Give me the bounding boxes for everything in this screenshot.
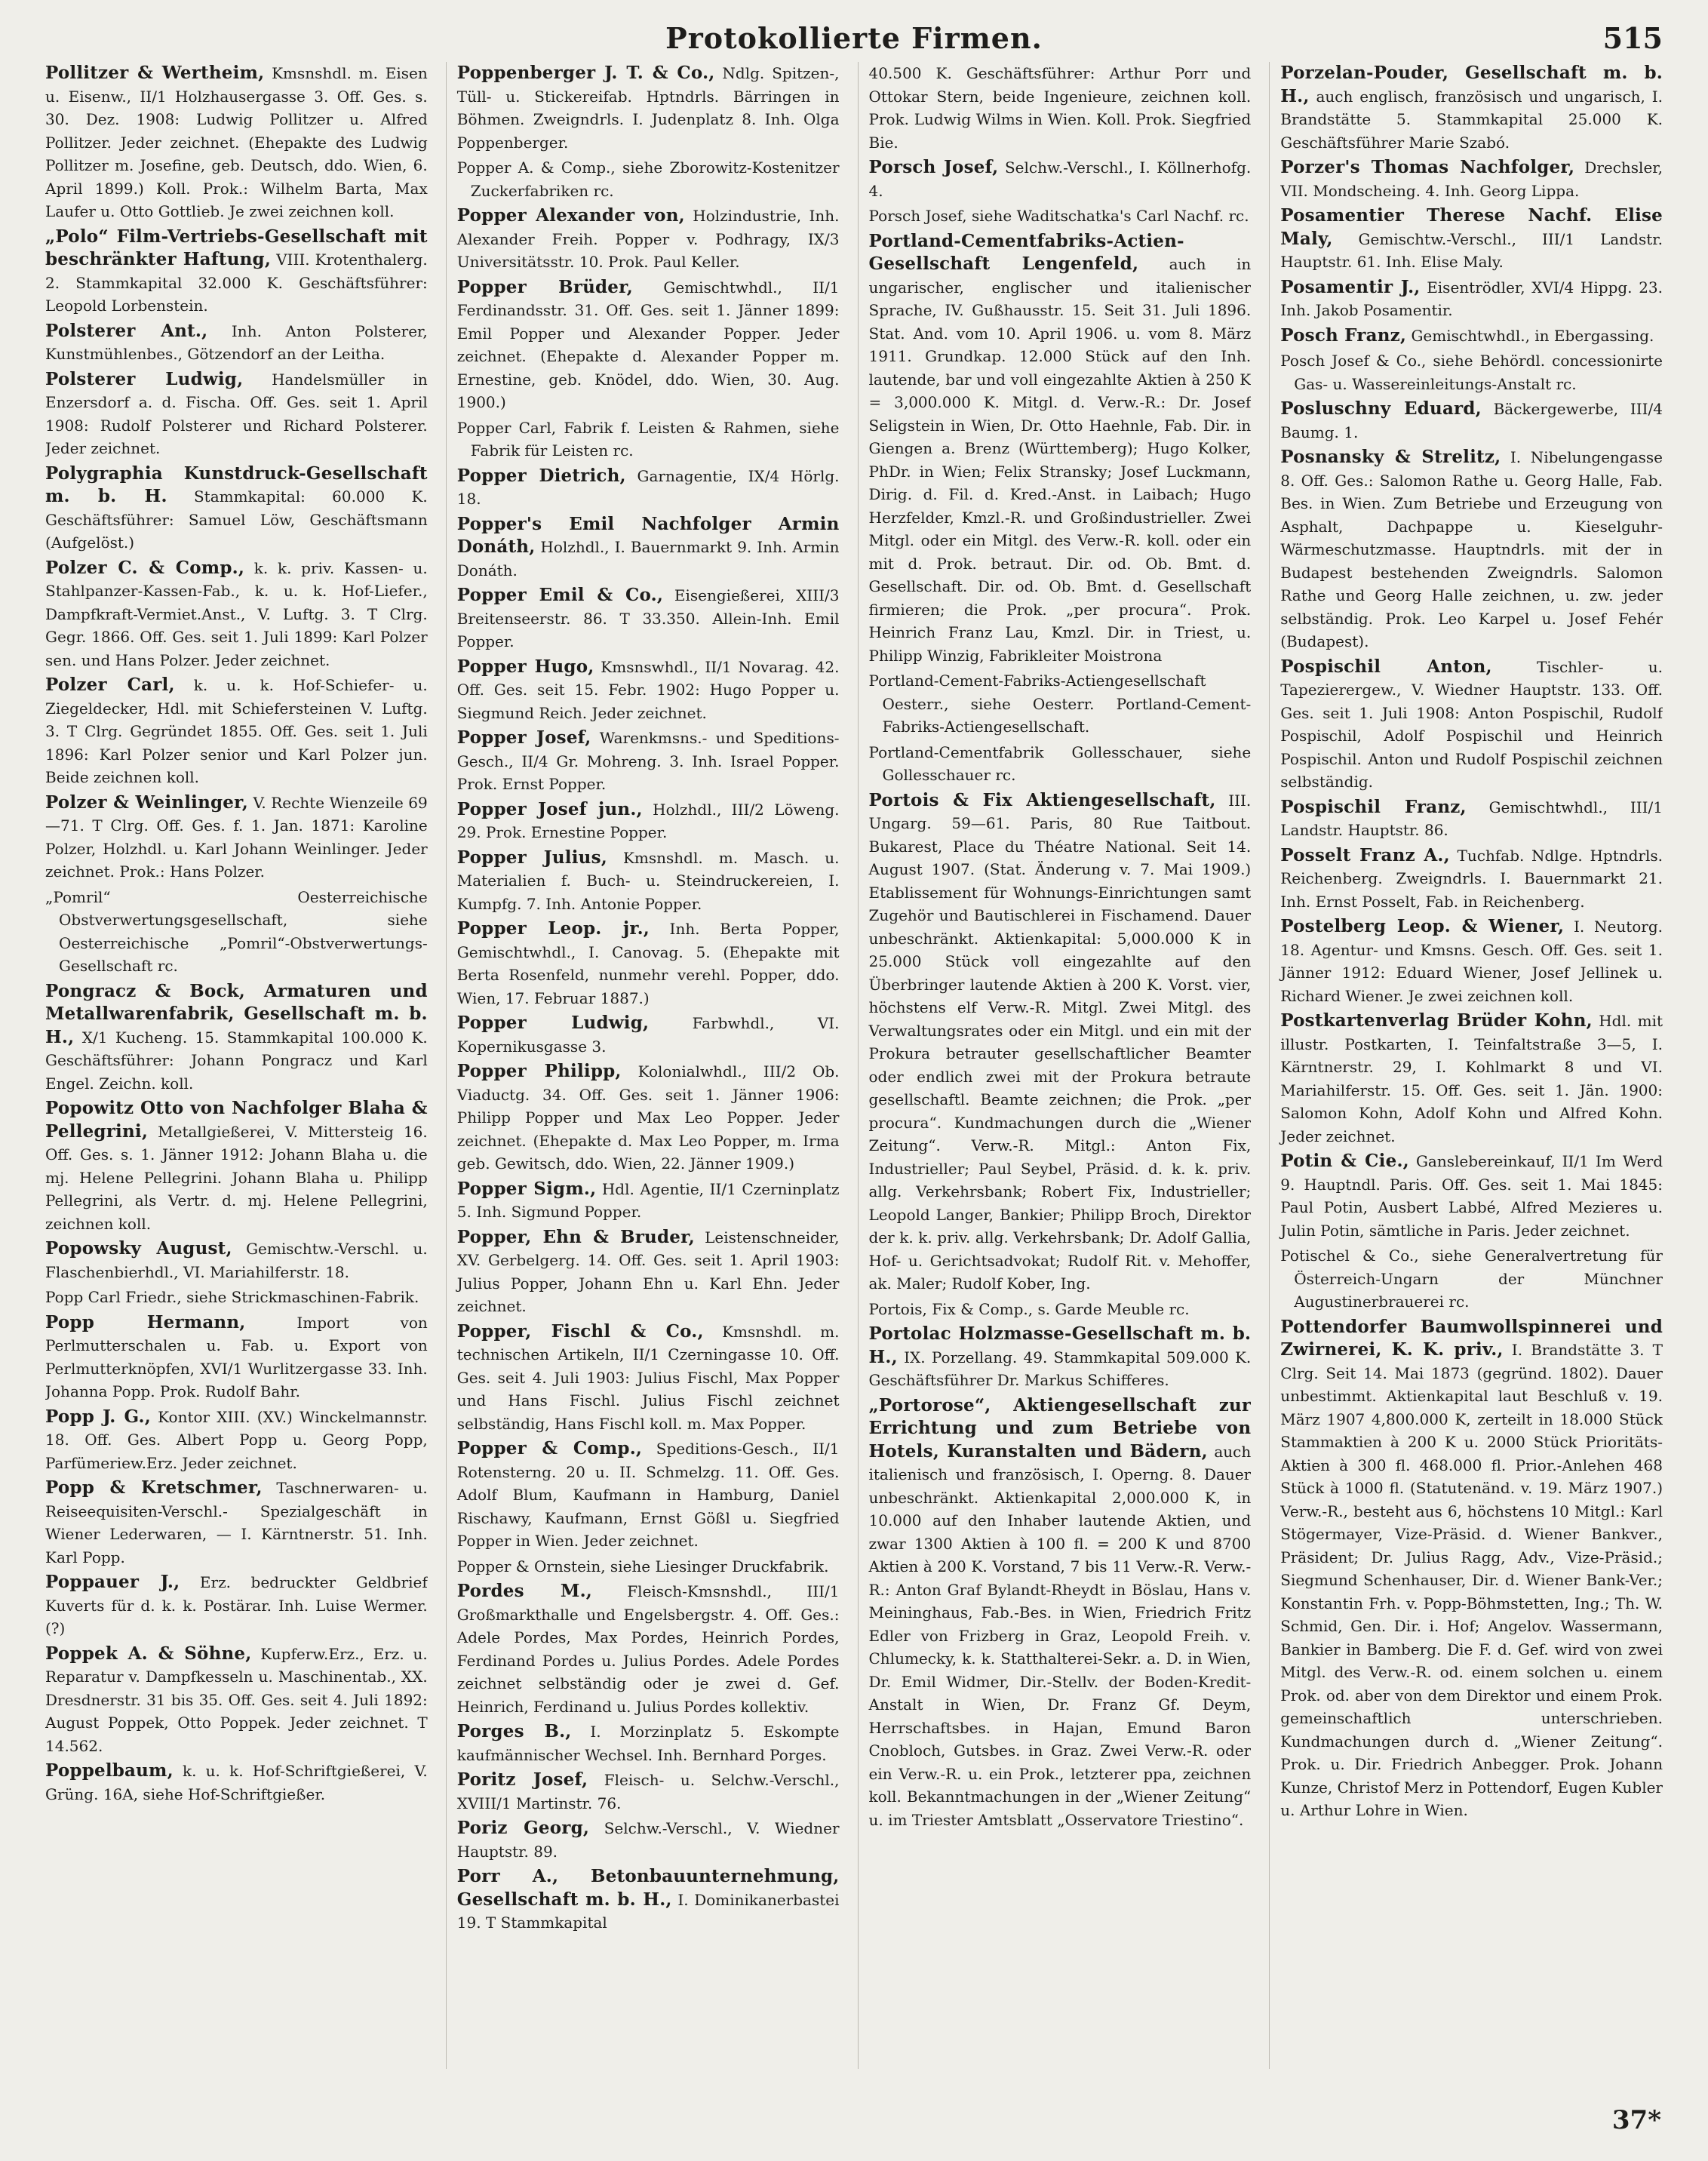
entry-text: Posch Josef & Co., siehe Behördl. concessionirte Gas- u. Wassereinleitungs-Anstalt rc. <box>1280 352 1663 393</box>
cross-reference-entry <box>45 886 428 978</box>
firm-entry <box>457 1178 840 1224</box>
entry-text: k. u. k. Hof-Schiefer- u. Ziegeldecker, Hdl. mit Schiefersteinen V. Luftg. 3. T Clrg. Gegründet 1855. Off. Ges. seit 1. Juli 1896: Karl Polzer senior und Karl Polzer jun. Beide zeichnen koll. <box>45 676 428 786</box>
entry-text: Ndlg. Spitzen-, Tüll- u. Stickereifab. Hptndrls. Bärringen in Böhmen. Zweigndrls. I. Judenplatz 8. Inh. Olga Poppenberger. <box>456 64 840 152</box>
entry-text: Holzindustrie, Inh. Alexander Freih. Popper v. Podhragy, IX/3 Universitätsstr. 10. Prok. Paul Keller. <box>456 207 840 271</box>
entry-text: Fleisch- u. Selchw.-Verschl., XVIII/1 Martinstr. 76. <box>456 1771 840 1812</box>
firm-name: Polsterer Ant., <box>45 320 208 341</box>
entry-text: Portland-Cementfabrik Gollesschauer, siehe Gollesschauer rc. <box>868 742 1252 784</box>
firm-name: Posselt Franz A., <box>1280 844 1450 865</box>
firm-name: Porsch Josef, <box>868 157 999 177</box>
firm-entry <box>45 1237 428 1283</box>
firm-entry <box>45 557 428 672</box>
firm-name: Popp & Kretschmer, <box>45 1477 263 1498</box>
entry-text: Popp Carl Friedr., siehe Strickmaschinen-Fabrik. <box>45 1288 419 1306</box>
running-title: Protokollierte Firmen. <box>665 21 1043 55</box>
entry-text: Warenkmsns.- und Speditions-Gesch., II/4 Gr. Mohreng. 3. Inh. Israel Popper. Prok. Ernst Popper. <box>456 729 840 793</box>
firm-name: Popper & Comp., <box>456 1438 643 1459</box>
firm-entry <box>457 62 840 154</box>
firm-entry <box>457 1580 840 1718</box>
cross-reference-entry <box>869 1298 1252 1321</box>
entry-text: „Pomril“ Oesterreichische Obstverwertungsgesellschaft, siehe Oesterreichische „Pomril“-Obstverwertungs-Gesellschaft rc. <box>45 887 428 975</box>
firm-name: Porzelan-Pouder, Gesellschaft m. b. H., <box>1280 63 1663 106</box>
entry-text: auch englisch, französisch und ungarisch, I. Brandstätte 5. Stammkapital 25.000 K. Geschäftsführer Marie Szabó. <box>1280 87 1663 152</box>
entry-text: Taschnerwaren- u. Reiseequisiten-Verschl.- Spezialgeschäft in Wiener Lederwaren, — I. Kärntnerstr. 51. Inh. Karl Popp. <box>45 1479 428 1566</box>
entry-text: k. u. k. Hof-Schriftgießerei, V. Grüng. 16A, siehe Hof-Schriftgießer. <box>45 1762 428 1803</box>
column-1 <box>45 62 428 2069</box>
cross-reference-entry <box>869 204 1252 228</box>
entry-text: Fleisch-Kmsnshdl., III/1 Großmarkthalle und Engelsbergstr. 4. Off. Ges.: Adele Pordes, Max Pordes, Heinrich Pordes, Ferdinand Pordes u. Julius Pordes. Adele Pordes zeichnet selbständig oder je zwei d. Gef. Heinrich, Ferdinand u. Julius Pordes kollektiv. <box>456 1582 840 1716</box>
firm-entry <box>1280 276 1663 322</box>
firm-name: Pottendorfer Baumwollspinnerei und Zwirnerei, K. K. priv., <box>1280 1316 1663 1360</box>
firm-name: Polzer C. & Comp., <box>45 557 245 578</box>
entry-text: Holzhdl., III/2 Löweng. 29. Prok. Ernestine Popper. <box>456 800 840 841</box>
firm-entry <box>457 727 840 796</box>
firm-entry <box>457 1320 840 1436</box>
cross-reference-entry <box>1280 1244 1663 1314</box>
firm-entry <box>457 465 840 511</box>
entry-text: Gemischtw.-Verschl., III/1 Landstr. Hauptstr. 61. Inh. Elise Maly. <box>1280 229 1663 271</box>
entry-text: Import von Perlmutterschalen u. Fab. u. Export von Perlmutterknöpfen, XVI/1 Wurlitzergasse 33. Inh. Johanna Popp. Prok. Rudolf Bahr. <box>45 1313 428 1400</box>
entry-text: Handelsmüller in Enzersdorf a. d. Fischa. Off. Ges. seit 1. April 1908: Rudolf Polsterer und Richard Polsterer. Jeder zeichnet. <box>45 370 428 457</box>
cross-reference-entry <box>457 156 840 202</box>
firm-entry <box>45 1406 428 1475</box>
firm-entry <box>45 226 428 318</box>
firm-name: Porges B., <box>456 1721 572 1741</box>
firm-name: Pospischil Anton, <box>1280 656 1492 677</box>
firm-name: Popper Philipp, <box>456 1061 622 1081</box>
firm-entry <box>457 513 840 583</box>
firm-name: Portland-Cementfabriks-Actien-Gesellschaft Lengenfeld, <box>868 230 1184 274</box>
text-columns <box>45 62 1663 2069</box>
firm-entry <box>869 156 1252 202</box>
entry-text: IX. Porzellang. 49. Stammkapital 509.000 K. Geschäftsführer Dr. Markus Schifferes. <box>868 1348 1252 1389</box>
entry-text: Hdl. Agentie, II/1 Czerninplatz 5. Inh. Sigmund Popper. <box>456 1179 840 1221</box>
entry-text: Tuchfab. Ndlge. Hptndrls. Reichenberg. Zweigndrls. I. Bauernmarkt 21. Inh. Ernst Posselt, Fab. in Reichenberg. <box>1280 846 1663 911</box>
firm-entry <box>1280 1010 1663 1148</box>
firm-name: Popper, Fischl & Co., <box>456 1320 704 1342</box>
entry-text: Gemischtw.-Verschl. u. Flaschenbierhdl., VI. Mariahilferstr. 18. <box>45 1240 428 1281</box>
firm-name: Popper Josef, <box>456 727 591 748</box>
cross-reference-entry <box>869 669 1252 739</box>
firm-entry <box>45 463 428 555</box>
firm-entry <box>45 674 428 789</box>
firm-entry <box>1280 62 1663 154</box>
firm-entry <box>45 368 428 460</box>
entry-text: Gemischtwhdl., II/1 Ferdinandsstr. 31. Off. Ges. seit 1. Jänner 1899: Emil Popper und Alexander Popper. Jeder zeichnet. (Ehepakte d. Alexander Popper m. Ernestine, geb. Knödel, ddo. Wien, 30. Aug. 1900.) <box>456 278 840 411</box>
firm-name: Pongracz & Bock, Armaturen und Metallwarenfabrik, Gesellschaft m. b. H., <box>45 980 428 1047</box>
entry-text: Stammkapital: 60.000 K. Geschäftsführer: Samuel Löw, Geschäftsmann (Aufgelöst.) <box>45 487 428 552</box>
firm-name: Poppelbaum, <box>45 1760 174 1781</box>
entry-text: Popper A. & Comp., siehe Zborowitz-Kostenitzer Zuckerfabriken rc. <box>456 158 840 200</box>
entry-text: auch italienisch und französisch, I. Operng. 8. Dauer unbeschränkt. Aktienkapital 2,000.000 K, in 10.000 auf den Inhaber lautende Aktien, und zwar 1300 Aktien à 100 fl. = 200 K und 8700 Aktien à 200 K. Vorstand, 7 bis 11 Verw.-R. Verw.-R.: Anton Graf Bylandt-Rheydt in Böslau, Hans v. Meininghaus, Fab.-Bes. in Wien, Friedrich Fritz Edler von Frizberg in Graz, Leopold Freih. v. Chlumecky, k. k. Statthalterei-Sekr. a. D. in Wien, Dr. Emil Widmer, Dir.-Stellv. der Boden-Kredit-Anstalt in Wien, Dr. Franz Gf. Deym, Herrschaftsbes. in Hajan, Emund Baron Cnobloch, Gutsbes. in Graz. Zwei Verw.-R. oder ein Verw.-R. u. ein Prok., letzterer ppa, zeichnen koll. Bekanntmachungen in der „Wiener Zeitung“ u. im Triester Amtsblatt „Osservatore Triestino“. <box>868 1442 1252 1829</box>
entry-text: auch in ungarischer, englischer und italienischer Sprache, IV. Gußhausstr. 15. Seit 31. Juli 1896. Stat. And. vom 10. April 1906. u. vom 8. März 1911. Grundkap. 12.000 Stück auf den Inh. lautende, bar und voll eingezahlte Aktien à 250 K = 3,000.000 K. Mitgl. d. Verw.-R.: Dr. Josef Seligstein in Wien, Dr. Otto Haehnle, Fab. Dir. in Giengen a. Brenz (Württemberg); Hugo Kolker, PhDr. in Wien; Felix Stransky; Josef Luckmann, Dirig. d. Fil. d. Kred.-Anst. in Laibach; Hugo Herzfelder, Kmzl.-R. und Großindustrieller. Zwei Mitgl. oder ein Mitgl. des Verw.-R. koll. oder ein mit d. Prok. betraut. Dir. od. Ob. Bmt. d. Gesellschaft. Dir. od. Ob. Bmt. d. Gesellschaft firmieren; die Prok. „per procura“. Prok. Heinrich Franz Lau, Kmzl. Dir. in Triest, u. Philipp Winzig, Fabrikleiter Moistrona <box>868 255 1252 665</box>
entry-text: I. Neutorg. 18. Agentur- und Kmsns. Gesch. Off. Ges. seit 1. Jänner 1912: Eduard Wiener, Josef Jellinek u. Richard Wiener. Je zwei zeichnen koll. <box>1280 918 1663 1005</box>
firm-name: Poriz Georg, <box>456 1818 590 1838</box>
entry-text: Garnagentie, IX/4 Hörlg. 18. <box>456 466 840 508</box>
firm-entry <box>457 798 840 844</box>
firm-name: Popowitz Otto von Nachfolger Blaha & Pellegrini, <box>45 1098 428 1142</box>
firm-name: Popp J. G., <box>45 1406 151 1427</box>
column-3 <box>858 62 1252 2069</box>
entry-text: Farbwhdl., VI. Kopernikusgasse 3. <box>456 1014 840 1056</box>
firm-entry <box>1280 446 1663 653</box>
firm-name: Postkartenverlag Brüder Kohn, <box>1280 1010 1593 1031</box>
firm-name: Posnansky & Strelitz, <box>1280 447 1501 467</box>
firm-name: Pospischil Franz, <box>1280 796 1467 817</box>
entry-text: Kupferw.Erz., Erz. u. Reparatur v. Dampfkesseln u. Maschinentab., XX. Dresdnerstr. 31 bis 35. Off. Ges. seit 4. Juli 1892: August Poppek, Otto Poppek. Jeder zeichnet. T 14.562. <box>45 1644 428 1755</box>
firm-entry <box>869 62 1252 154</box>
firm-name: Posluschny Eduard, <box>1280 398 1482 419</box>
firm-entry <box>457 276 840 414</box>
firm-name: Popper Julius, <box>456 847 607 868</box>
firm-name: Polsterer Ludwig, <box>45 368 244 389</box>
entry-text: Kontor XIII. (XV.) Winckelmannstr. 18. Off. Ges. Albert Popp u. Georg Popp, Parfümeriew.Erz. Jeder zeichnet. <box>45 1407 428 1472</box>
entry-text: Speditions-Gesch., II/1 Rotensterng. 20 u. II. Schmelzg. 11. Off. Ges. Adolf Blum, Kaufmann in Hamburg, Daniel Rischawy, Kaufmann, Ernst Gößl u. Siegfried Popper in Wien. Jeder zeichnet. <box>456 1440 840 1550</box>
firm-entry <box>457 1865 840 1935</box>
cross-reference-entry <box>45 1286 428 1309</box>
firm-entry <box>457 584 840 653</box>
entry-text: I. Dominikanerbastei 19. T Stammkapital <box>456 1890 840 1932</box>
firm-entry <box>1280 204 1663 274</box>
firm-name: „Portorose“, Aktiengesellschaft zur Errichtung und zum Betriebe von Hotels, Kuranstalten und Bädern, <box>868 1394 1252 1462</box>
entry-text: 40.500 K. Geschäftsführer: Arthur Porr und Ottokar Stern, beide Ingenieure, zeichnen koll. Prok. Ludwig Wilms in Wien. Koll. Prok. Siegfried Bie. <box>868 64 1252 152</box>
entry-text: Ganslebereinkauf, II/1 Im Werd 9. Hauptndl. Paris. Off. Ges. seit 1. Mai 1845: Paul Potin, Ausbert Labbé, Alfred Mezieres u. Julin Potin, sämtliche in Paris. Jeder zeichnet. <box>1280 1152 1663 1240</box>
firm-entry <box>45 980 428 1096</box>
entry-text: Portland-Cement-Fabriks-Actiengesellschaft Oesterr., siehe Oesterr. Portland-Cement-Fabriks-Actiengesellschaft. <box>868 672 1252 736</box>
column-4 <box>1269 62 1663 2069</box>
firm-name: Popp Hermann, <box>45 1311 246 1333</box>
firm-name: Postelberg Leop. & Wiener, <box>1280 916 1565 936</box>
firm-entry <box>1280 915 1663 1007</box>
entry-text: Drechsler, VII. Mondscheing. 4. Inh. Georg Lippa. <box>1280 158 1663 200</box>
firm-name: Popper Leop. jr., <box>456 918 650 939</box>
firm-name: Polzer & Weinlinger, <box>45 792 248 813</box>
firm-entry <box>1280 398 1663 444</box>
firm-entry <box>457 656 840 725</box>
entry-text: Bäckergewerbe, III/4 Baumg. 1. <box>1280 400 1663 441</box>
firm-name: Poppek A. & Söhne, <box>45 1643 252 1664</box>
firm-entry <box>45 1643 428 1758</box>
entry-text: Portois, Fix & Comp., s. Garde Meuble rc. <box>868 1299 1190 1318</box>
firm-entry <box>869 230 1252 668</box>
firm-entry <box>869 1394 1252 1832</box>
entry-text: I. Morzinplatz 5. Eskompte kaufmännischer Wechsel. Inh. Bernhard Porges. <box>456 1723 840 1764</box>
entry-text: Inh. Anton Polsterer, Kunstmühlenbes., Götzendorf an der Leitha. <box>45 321 428 363</box>
firm-entry <box>869 789 1252 1296</box>
entry-text: Tischler- u. Tapezierergew., V. Wiedner Hauptstr. 133. Off. Ges. seit 1. Juli 1908: Anton Pospischil, Rudolf Pospischil, Adolf Pospischil und Heinrich Pospischil. Anton und Rudolf Pospischil zeichnen selbständig. <box>1280 657 1663 791</box>
firm-name: Polzer Carl, <box>45 675 175 695</box>
firm-name: Pollitzer & Wertheim, <box>45 63 265 83</box>
firm-entry <box>457 1012 840 1058</box>
firm-entry <box>1280 796 1663 842</box>
entry-text: VIII. Krotenthalerg. 2. Stammkapital 32.000 K. Geschäftsführer: Leopold Lorbenstein. <box>45 251 428 315</box>
firm-name: Posamentier Therese Nachf. Elise Maly, <box>1280 205 1663 249</box>
entry-text: Selchw.-Verschl., V. Wiedner Hauptstr. 89. <box>456 1819 840 1861</box>
firm-name: Popper Sigm., <box>456 1178 597 1199</box>
cross-reference-entry <box>457 1555 840 1578</box>
firm-entry <box>457 918 840 1010</box>
firm-name: Potin & Cie., <box>1280 1151 1409 1171</box>
firm-name: Popowsky August, <box>45 1238 232 1259</box>
firm-name: Portolac Holzmasse-Gesellschaft m. b. H., <box>868 1323 1252 1367</box>
firm-name: Popper Brüder, <box>456 276 633 297</box>
entry-text: Inh. Berta Popper, Gemischtwhdl., I. Canovag. 5. (Ehepakte mit Berta Rosenfeld, nunmehr verehl. Popper, ddo. Wien, 17. Februar 1887.) <box>456 920 840 1007</box>
entry-text: Porsch Josef, siehe Waditschatka's Carl Nachf. rc. <box>868 207 1249 225</box>
entry-text: Popper & Ornstein, siehe Liesinger Druckfabrik. <box>456 1557 829 1575</box>
entry-text: X/1 Kucheng. 15. Stammkapital 100.000 K. Geschäftsführer: Johann Pongracz und Karl Engel. Zeichn. koll. <box>45 1028 428 1093</box>
firm-entry <box>45 320 428 366</box>
firm-name: Popper Hugo, <box>456 656 594 677</box>
firm-entry <box>1280 1316 1663 1822</box>
firm-name: Popper Alexander von, <box>456 205 685 226</box>
firm-entry <box>457 1226 840 1318</box>
cross-reference-entry <box>869 741 1252 787</box>
entry-text: V. Rechte Wienzeile 69—71. T Clrg. Off. Ges. f. 1. Jan. 1871: Karoline Polzer, Holzhdl. u. Karl Johann Weinlinger. Jeder zeichnet. Prok.: Hans Polzer. <box>45 793 428 881</box>
entry-text: Eisentrödler, XVI/4 Hippg. 23. Inh. Jakob Posamentir. <box>1280 278 1663 319</box>
firm-entry <box>45 62 428 223</box>
cross-reference-entry <box>457 417 840 463</box>
column-2 <box>446 62 840 2069</box>
entry-text: Holzhdl., I. Bauernmarkt 9. Inh. Armin Donáth. <box>456 538 840 579</box>
entry-text: Kmsnshdl. m. Masch. u. Materialien f. Buch- u. Steindruckereien, I. Kumpfg. 7. Inh. Antonie Popper. <box>456 848 840 913</box>
entry-text: Selchw.-Verschl., I. Köllnerhofg. 4. <box>868 158 1252 200</box>
firm-entry <box>457 1769 840 1815</box>
firm-name: Popper Ludwig, <box>456 1013 650 1033</box>
entry-text: III. Ungarg. 59—61. Paris, 80 Rue Taitbout. Bukarest, Place du Théatre National. Seit 14. August 1907. (Stat. Änderung v. 7. Mai 1909.) Etablissement für Wohnungs-Einrichtungen samt Zugehör und Bautischlerei in Fischamend. Dauer unbeschränkt. Aktienkapital: 5,000.000 K in 25.000 Stück voll eingezahlte auf den Überbringer lautende Aktien à 200 K. Vorst. vier, höchstens elf Verw.-R. Mitgl. Zwei Mitgl. des Verwaltungsrates oder ein Mitgl. und ein mit der Prokura betrauter gesellschaftlicher Beamter oder endlich zwei mit der Prokura betraute gesellschaftl. Beamte zeichnen; die Prok. „per procura“. Kundmachungen durch die „Wiener Zeitung“. Verw.-R. Mitgl.: Anton Fix, Industrieller; Paul Seybel, Präsid. d. k. k. priv. allg. Verkehrsbank; Robert Fix, Industrieller; Leopold Langer, Bankier; Philipp Broch, Direktor der k. k. priv. allg. Verkehrsbank; Dr. Adolf Gallia, Hof- u. Gerichtsadvokat; Rudolf Rit. v. Mehoffer, ak. Maler; Rudolf Kober, Ing. <box>868 791 1252 1293</box>
firm-entry <box>1280 656 1663 794</box>
firm-entry <box>1280 324 1663 348</box>
firm-entry <box>45 792 428 884</box>
firm-entry <box>45 1477 428 1569</box>
firm-entry <box>1280 156 1663 202</box>
firm-name: Popper Dietrich, <box>456 465 626 486</box>
firm-name: Popper Emil & Co., <box>456 585 664 605</box>
firm-entry <box>45 1571 428 1640</box>
firm-name: Popper Josef jun., <box>456 798 643 819</box>
firm-name: Poppauer J., <box>45 1572 180 1592</box>
firm-entry <box>45 1760 428 1806</box>
firm-name: Poritz Josef, <box>456 1769 588 1790</box>
entry-text: Metallgießerei, V. Mittersteig 16. Off. Ges. s. 1. Jänner 1912: Johann Blaha u. die mj. Helene Pellegrini. Johann Blaha u. Philipp Pellegrini, als Vertr. d. mj. Helene Pellegrini, zeichnen koll. <box>45 1122 428 1233</box>
firm-entry <box>457 204 840 274</box>
entry-text: Eisengießerei, XIII/3 Breitenseerstr. 86. T 33.350. Allein-Inh. Emil Popper. <box>456 586 840 650</box>
firm-name: Popper, Ehn & Bruder, <box>456 1226 695 1247</box>
firm-name: Porr A., Betonbauunternehmung, Gesellschaft m. b. H., <box>456 1866 840 1910</box>
cross-reference-entry <box>1280 349 1663 395</box>
entry-text: k. k. priv. Kassen- u. Stahlpanzer-Kassen-Fab., k. u. k. Hof-Liefer., Dampfkraft-Vermiet.Anst., V. Luftg. 3. T Clrg. Gegr. 1866. Off. Ges. seit 1. Juli 1899: Karl Polzer sen. und Hans Polzer. Jeder zeichnet. <box>45 558 428 669</box>
firm-name: Posamentir J., <box>1280 276 1421 297</box>
firm-name: Porzer's Thomas Nachfolger, <box>1280 157 1575 177</box>
entry-text: I. Nibelungengasse 8. Off. Ges.: Salomon Rathe u. Georg Halle, Fab. Bes. in Wien. Zum Betriebe und Erzeugung von Asphalt, Dachpappe u. Kieselguhr-Wärmeschutzmasse. Hauptndrls. mit der in Budapest bestehenden Zweigndrls. Salomon Rathe und Georg Halle zeichnen, u. zw. jeder selbständig. Prok. Leo Karpel u. Josef Fehér (Budapest). <box>1280 448 1663 650</box>
firm-name: Poppenberger J. T. & Co., <box>456 63 715 83</box>
firm-entry <box>457 1060 840 1176</box>
signature-mark: 37* <box>1611 2105 1661 2135</box>
entry-text: Potischel & Co., siehe Generalvertretung für Österreich-Ungarn der Münchner Augustinerbrauerei rc. <box>1280 1246 1663 1311</box>
entry-text: Popper Carl, Fabrik f. Leisten & Rahmen, siehe Fabrik für Leisten rc. <box>456 418 840 460</box>
page-number: 515 <box>1602 21 1663 55</box>
entry-text: Gemischtwhdl., III/1 Landstr. Hauptstr. 86. <box>1280 798 1663 839</box>
firm-name: Popper's Emil Nachfolger Armin Donáth, <box>456 513 840 557</box>
firm-entry <box>457 1817 840 1863</box>
firm-entry <box>457 847 840 916</box>
entry-text: Kmsnswhdl., II/1 Novarag. 42. Off. Ges. seit 15. Febr. 1902: Hugo Popper u. Siegmund Reich. Jeder zeichnet. <box>456 657 840 722</box>
firm-name: „Polo“ Film-Vertriebs-Gesellschaft mit beschränkter Haftung, <box>45 226 428 269</box>
firm-name: Pordes M., <box>456 1581 592 1601</box>
entry-text: Leistenschneider, XV. Gerbelgerg. 14. Off. Ges. seit 1. April 1903: Julius Popper, Johann Ehn u. Karl Ehn. Jeder zeichnet. <box>456 1228 840 1315</box>
firm-entry <box>869 1323 1252 1392</box>
entry-text: Kmsnshdl. m. Eisen u. Eisenw., II/1 Holzhausergasse 3. Off. Ges. s. 30. Dez. 1908: Ludwig Pollitzer u. Alfred Pollitzer. Jeder zeichnet. (Ehepakte des Ludwig Pollitzer m. Josefine, geb. Deutsch, ddo. Wien, 6. April 1899.) Koll. Prok.: Wilhelm Barta, Max Laufer u. Otto Gottlieb. Je zwei zeichnen koll. <box>45 64 428 220</box>
entry-text: Erz. bedruckter Geldbrief Kuverts für d. k. k. Postärar. Inh. Luise Wermer. (?) <box>45 1573 428 1637</box>
entry-text: I. Brandstätte 3. T Clrg. Seit 14. Mai 1873 (gegründ. 1802). Dauer unbestimmt. Aktienkapital laut Beschluß v. 19. März 1907 4,800.000 K, zerteilt in 18.000 Stück Stammaktien à 200 K u. 2000 Stück Prioritäts-Aktien à 300 fl. 468.000 fl. Prior.-Anlehen 468 Stück à 1000 fl. (Statutenänd. v. 19. März 1907.) Verw.-R., besteht aus 6, höchstens 10 Mitgl.: Karl Stögermayer, Vize-Präsid. d. Wiener Bankver., Präsident; Dr. Julius Ragg, Adv., Vize-Präsid.; Siegmund Schenhauser, Dir. d. Wiener Bank-Ver.; Konstantin Frh. v. Popp-Böhmstetten, Ing.; Th. W. Schmid, Gen. Dir. i. Hof; Angelov. Wassermann, Bankier in Bamberg. Die F. d. Gef. wird von zwei Mitgl. des Verw.-R. od. einem solchen u. einem Prok. od. aber von dem Direktor und einem Prok. gemeinschaftlich unterschrieben. Kundmachungen durch d. „Wiener Zeitung“. Prok. u. Dir. Friedrich Anbegger. Prok. Johann Kunze, Christof Merz in Pottendorf, Eugen Kubler u. Arthur Lohre in Wien. <box>1280 1341 1663 1819</box>
firm-name: Portois & Fix Aktiengesellschaft, <box>868 789 1216 810</box>
firm-name: Polygraphia Kunstdruck-Gesellschaft m. b. H. <box>45 463 428 506</box>
entry-text: Gemischtwhdl., in Ebergassing. <box>1411 326 1654 345</box>
firm-entry <box>457 1720 840 1766</box>
entry-text: Hdl. mit illustr. Postkarten, I. Teinfaltstraße 3—5, I. Kärntnerstr. 29, I. Kohlmarkt 8 und VI. Mariahilferstr. 15. Off. Ges. seit 1. Jän. 1900: Salomon Kohn, Adolf Kohn und Alfred Kohn. Jeder zeichnet. <box>1280 1012 1663 1145</box>
firm-entry <box>457 1437 840 1553</box>
firm-entry <box>1280 844 1663 914</box>
page-header <box>45 21 1663 59</box>
firm-name: Posch Franz, <box>1280 324 1407 346</box>
firm-entry <box>45 1311 428 1403</box>
entry-text: Kolonialwhdl., III/2 Ob. Viaductg. 34. Off. Ges. seit 1. Jänner 1906: Philipp Popper und Max Leo Popper. Jeder zeichnet. (Ehepakte d. Max Leo Popper, m. Irma geb. Gewitsch, ddo. Wien, 22. Jänner 1909.) <box>456 1062 840 1173</box>
firm-entry <box>45 1097 428 1235</box>
firm-entry <box>1280 1150 1663 1242</box>
entry-text: Kmsnshdl. m. technischen Artikeln, II/1 Czerningasse 10. Off. Ges. seit 4. Juli 1903: Julius Fischl, Max Popper und Hans Fischl. Julius Fischl zeichnet selbständig, Hans Fischl koll. m. Max Popper. <box>456 1322 840 1433</box>
